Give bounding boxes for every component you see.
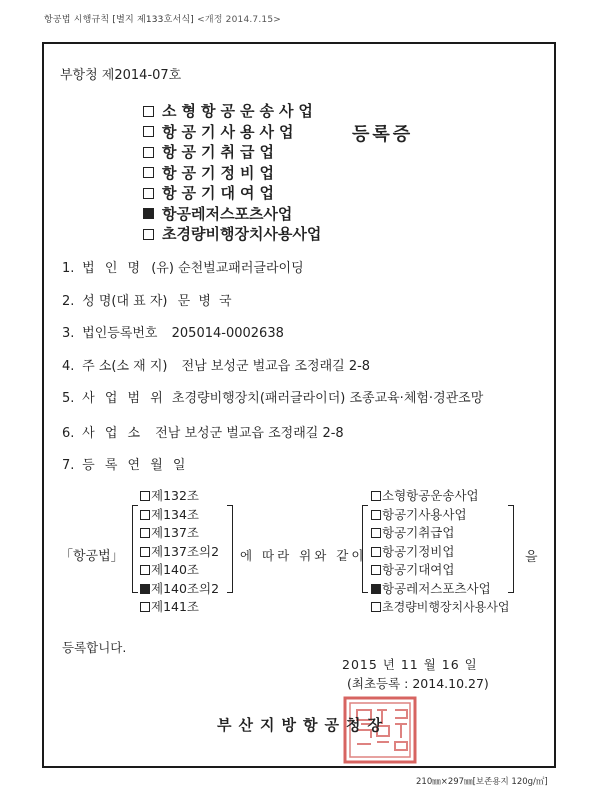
type-label: 항공기사용사업 <box>162 122 299 141</box>
article-label: 제137조의2 <box>151 543 220 559</box>
item-number: 4. <box>62 359 75 374</box>
business-label: 항공기대여업 <box>382 562 455 577</box>
checkbox-icon <box>143 188 154 199</box>
type-leisure-sports <box>143 204 321 225</box>
article-140-2 <box>140 580 219 599</box>
item-label: 사 업 소 <box>82 426 144 441</box>
article-141 <box>140 598 219 617</box>
item-office <box>62 422 344 441</box>
business-small-air-transport <box>371 487 510 506</box>
item-value: (유) 순천벌교패러글라이딩 <box>151 261 304 276</box>
article-137 <box>140 524 219 543</box>
item-value: 전남 보성군 벌교읍 조정래길 2-8 <box>155 426 344 441</box>
business-label: 항공기정비업 <box>382 543 455 559</box>
item-number: 1. <box>62 261 75 276</box>
item-value: 초경량비행장치(패러글라이더) 조종교육·체험·경관조망 <box>171 391 484 406</box>
according-to-text: 에 따라 위와 같이 <box>240 548 367 563</box>
checkbox-icon <box>371 565 381 575</box>
type-aircraft-handling <box>143 142 321 163</box>
object-particle: 을 <box>525 550 538 565</box>
registration-type-list <box>143 101 321 245</box>
item-registration-date <box>62 454 188 473</box>
checked-checkbox-icon <box>143 208 154 219</box>
checkbox-icon <box>140 491 150 501</box>
first-registration-date: (최초등록 : 2014.10.27) <box>347 676 489 691</box>
type-label: 항공기취급업 <box>162 143 279 161</box>
checkbox-icon <box>143 167 154 178</box>
law-name: 「항공법」 <box>60 549 124 564</box>
type-label: 항공기정비업 <box>162 163 279 182</box>
item-label: 주 소(소 재 지) <box>82 359 168 374</box>
checkbox-icon <box>140 528 150 538</box>
item-value: 205014-0002638 <box>171 326 284 341</box>
item-value: 전남 보성군 벌교읍 조정래길 2-8 <box>181 359 371 374</box>
type-aircraft-rental <box>143 183 321 204</box>
type-label: 항공기대여업 <box>162 184 279 202</box>
item-number: 3. <box>62 326 75 341</box>
item-value: 문 병 국 <box>177 294 234 309</box>
article-label: 제134조 <box>151 506 200 522</box>
business-label: 항공기취급업 <box>382 525 455 540</box>
business-label: 항공기사용사업 <box>382 506 467 522</box>
item-address <box>62 355 370 374</box>
checkbox-icon <box>143 126 154 137</box>
business-list <box>371 487 510 617</box>
article-label: 제132조 <box>151 488 200 503</box>
item-label: 법 인 명 <box>82 261 144 276</box>
article-list <box>140 487 219 617</box>
business-ultralight-use <box>371 598 510 617</box>
left-bracket <box>362 505 368 593</box>
article-137-2 <box>140 543 219 562</box>
article-132 <box>140 487 219 506</box>
form-header-note <box>44 12 281 25</box>
type-small-air-transport <box>143 101 321 122</box>
item-label: 사 업 범 위 <box>82 391 166 406</box>
type-label: 항공레저스포츠사업 <box>162 204 293 223</box>
item-number: 2. <box>62 294 75 309</box>
business-label: 항공레저스포츠사업 <box>382 580 491 596</box>
form-reference: 항공법 시행규칙 [별지 제133호서식] <box>44 15 195 25</box>
checkbox-icon <box>140 565 150 575</box>
checkbox-icon <box>140 602 150 612</box>
checkbox-icon <box>143 229 154 240</box>
item-number: 6. <box>62 426 75 441</box>
item-label: 등 록 연 월 일 <box>82 458 189 473</box>
checkbox-icon <box>143 106 154 117</box>
type-aircraft-maintenance <box>143 163 321 184</box>
form-revision: <개정 2014.7.15> <box>197 15 282 25</box>
type-label: 초경량비행장치사용사업 <box>162 225 322 243</box>
issuing-authority: 부산지방항공청장 <box>217 716 389 734</box>
type-ultralight-use <box>143 224 321 245</box>
business-aircraft-rental <box>371 561 510 580</box>
business-label: 초경량비행장치사용사업 <box>382 600 510 614</box>
checkbox-icon <box>371 491 381 501</box>
checkbox-icon <box>371 602 381 612</box>
checkbox-icon <box>143 147 154 158</box>
article-label: 제140조 <box>151 562 200 577</box>
type-label: 소형항공운송사업 <box>162 102 318 120</box>
checkbox-icon <box>371 528 381 538</box>
article-140 <box>140 561 219 580</box>
checkbox-icon <box>371 547 381 557</box>
issue-date: 2015 년 11 월 16 일 <box>342 657 478 672</box>
business-label: 소형항공운송사업 <box>382 488 479 503</box>
right-bracket <box>227 505 233 593</box>
left-bracket <box>132 505 138 593</box>
paper-spec: 210㎜×297㎜[보존용지 120g/㎡] <box>416 777 548 787</box>
item-number: 7. <box>62 458 75 473</box>
checkbox-icon <box>371 510 381 520</box>
document-number: 부항청 제2014-07호 <box>60 68 182 83</box>
article-label: 제137조 <box>151 525 200 540</box>
item-registration-number <box>62 322 284 341</box>
registered-statement: 등록합니다. <box>62 640 127 655</box>
item-label: 법인등록번호 <box>82 326 158 341</box>
article-label: 제140조의2 <box>151 580 220 596</box>
item-corporation-name <box>62 257 304 276</box>
type-aircraft-use <box>143 122 321 143</box>
business-leisure-sports <box>371 580 510 599</box>
item-representative <box>62 290 234 309</box>
article-label: 제141조 <box>151 599 200 614</box>
business-aircraft-handling <box>371 524 510 543</box>
item-label: 성 명(대 표 자) <box>82 294 168 309</box>
checked-checkbox-icon <box>140 584 150 594</box>
checkbox-icon <box>140 510 150 520</box>
item-business-scope <box>62 387 483 406</box>
business-aircraft-use <box>371 506 510 525</box>
article-134 <box>140 506 219 525</box>
checkbox-icon <box>140 547 150 557</box>
checked-checkbox-icon <box>371 584 381 594</box>
item-number: 5. <box>62 391 75 406</box>
certificate-title: 등록증 <box>352 124 414 145</box>
business-aircraft-maintenance <box>371 543 510 562</box>
